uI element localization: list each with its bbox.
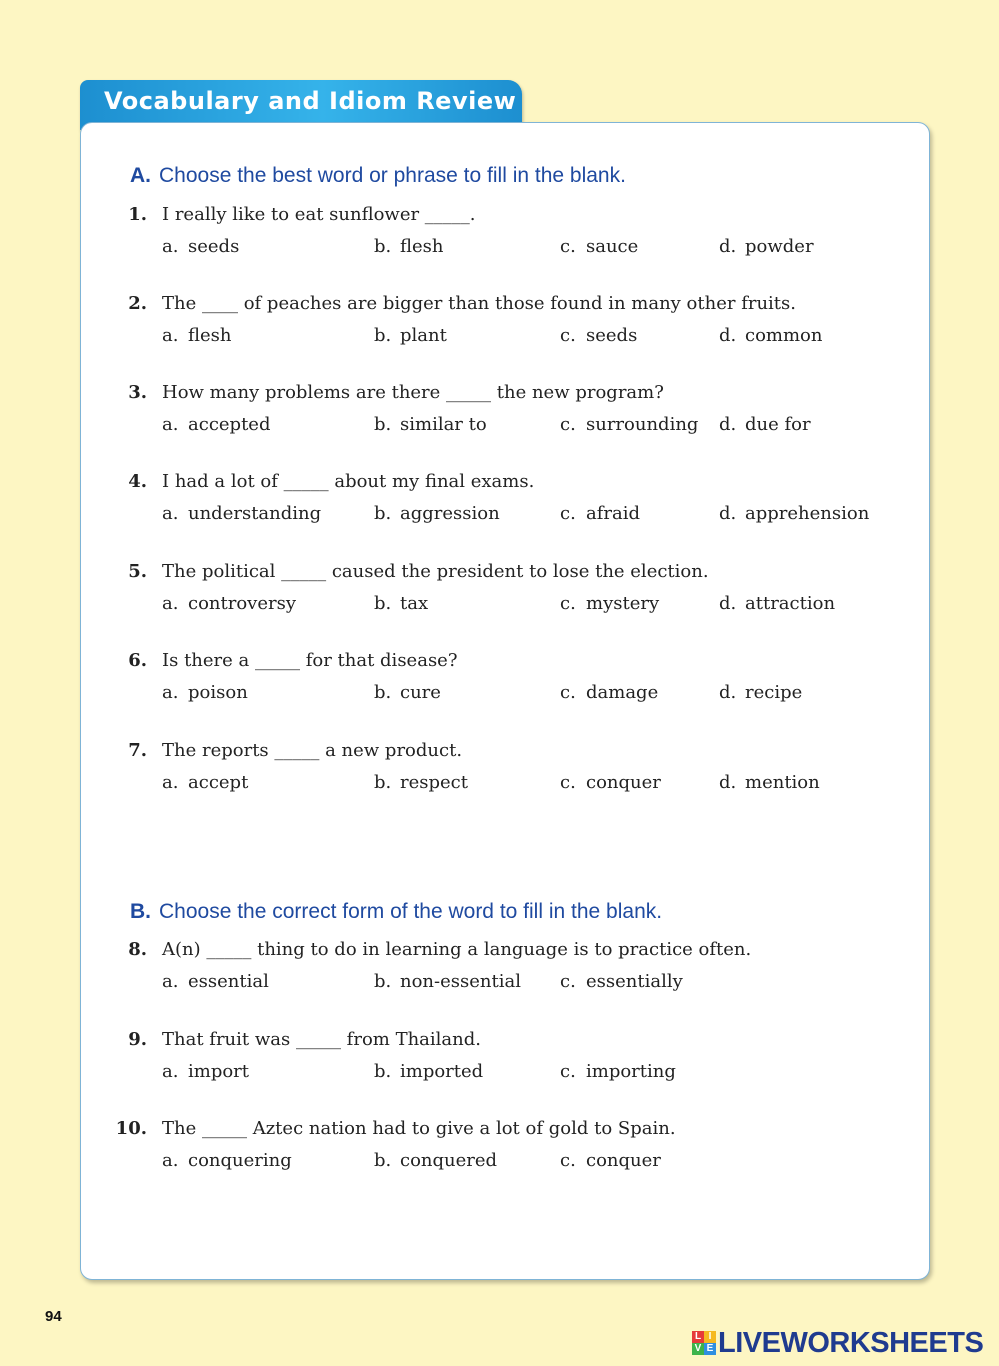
- question-item: [0, 740, 999, 800]
- answer-option[interactable]: [719, 503, 869, 524]
- option-letter: c.: [560, 325, 576, 346]
- answer-option[interactable]: [560, 682, 658, 703]
- option-letter: a.: [162, 503, 179, 524]
- option-letter: b.: [374, 1061, 392, 1082]
- question-text: I really like to eat sunflower _____.: [162, 204, 476, 225]
- answer-option[interactable]: [162, 772, 248, 793]
- question-number: 9.: [128, 1029, 147, 1050]
- option-text: afraid: [586, 503, 641, 524]
- option-text: non-essential: [400, 971, 521, 992]
- option-text: seeds: [188, 236, 240, 257]
- answer-option[interactable]: [560, 593, 659, 614]
- option-text: seeds: [586, 325, 638, 346]
- option-letter: b.: [374, 593, 392, 614]
- option-text: recipe: [745, 682, 803, 703]
- logo-letter: L: [692, 1331, 704, 1343]
- liveworksheets-logo: [692, 1326, 983, 1360]
- option-letter: d.: [719, 503, 737, 524]
- question-item: [0, 471, 999, 531]
- option-letter: c.: [560, 772, 576, 793]
- answer-option[interactable]: [374, 503, 500, 524]
- answer-option[interactable]: [162, 682, 248, 703]
- option-letter: a.: [162, 1061, 179, 1082]
- option-text: plant: [400, 325, 447, 346]
- option-text: importing: [586, 1061, 676, 1082]
- option-text: powder: [745, 236, 814, 257]
- answer-option[interactable]: [374, 772, 468, 793]
- section-b-instruction: Choose the correct form of the word to fill in the blank.: [159, 900, 663, 923]
- answer-option[interactable]: [560, 772, 661, 793]
- option-letter: c.: [560, 971, 576, 992]
- option-text: conquered: [400, 1150, 498, 1171]
- question-number: 3.: [128, 382, 147, 403]
- option-text: understanding: [188, 503, 322, 524]
- option-text: imported: [400, 1061, 484, 1082]
- option-text: mystery: [586, 593, 660, 614]
- option-letter: c.: [560, 503, 576, 524]
- answer-option[interactable]: [719, 593, 835, 614]
- answer-option[interactable]: [162, 325, 232, 346]
- question-number: 10.: [115, 1118, 147, 1139]
- answer-option[interactable]: [560, 971, 683, 992]
- question-number: 6.: [128, 650, 147, 671]
- answer-option[interactable]: [719, 682, 802, 703]
- answer-option[interactable]: [162, 1061, 249, 1082]
- option-text: import: [188, 1061, 250, 1082]
- option-letter: b.: [374, 236, 392, 257]
- option-letter: b.: [374, 503, 392, 524]
- option-text: accepted: [188, 414, 271, 435]
- option-letter: d.: [719, 325, 737, 346]
- section-b-heading: [130, 900, 662, 924]
- answer-option[interactable]: [719, 414, 811, 435]
- page-title: Vocabulary and Idiom Review: [104, 87, 517, 115]
- option-letter: a.: [162, 772, 179, 793]
- option-text: essentially: [586, 971, 683, 992]
- section-a-heading: [130, 164, 626, 188]
- option-text: due for: [745, 414, 811, 435]
- option-text: accept: [188, 772, 249, 793]
- answer-option[interactable]: [560, 1150, 661, 1171]
- question-text: I had a lot of _____ about my final exams.: [162, 471, 535, 492]
- option-letter: b.: [374, 772, 392, 793]
- answer-option[interactable]: [560, 503, 640, 524]
- option-letter: c.: [560, 593, 576, 614]
- answer-option[interactable]: [560, 325, 637, 346]
- option-letter: a.: [162, 593, 179, 614]
- answer-option[interactable]: [162, 1150, 292, 1171]
- option-text: tax: [400, 593, 429, 614]
- option-text: conquer: [586, 772, 661, 793]
- option-text: respect: [400, 772, 468, 793]
- option-text: attraction: [745, 593, 836, 614]
- answer-option[interactable]: [162, 593, 296, 614]
- option-letter: d.: [719, 236, 737, 257]
- answer-option[interactable]: [374, 325, 447, 346]
- answer-option[interactable]: [719, 325, 822, 346]
- option-text: flesh: [400, 236, 444, 257]
- question-item: [0, 939, 999, 999]
- answer-option[interactable]: [560, 414, 698, 435]
- section-a-letter: A.: [130, 164, 151, 187]
- question-item: [0, 561, 999, 621]
- question-item: [0, 650, 999, 710]
- option-letter: a.: [162, 414, 179, 435]
- option-text: common: [745, 325, 823, 346]
- option-text: damage: [586, 682, 659, 703]
- option-letter: c.: [560, 1150, 576, 1171]
- question-text: How many problems are there _____ the new program?: [162, 382, 664, 403]
- question-number: 7.: [128, 740, 147, 761]
- option-letter: a.: [162, 1150, 179, 1171]
- option-letter: b.: [374, 414, 392, 435]
- answer-option[interactable]: [719, 236, 814, 257]
- answer-option[interactable]: [374, 593, 428, 614]
- option-letter: c.: [560, 414, 576, 435]
- option-text: flesh: [188, 325, 232, 346]
- answer-option[interactable]: [162, 971, 269, 992]
- option-letter: b.: [374, 1150, 392, 1171]
- option-text: conquering: [188, 1150, 292, 1171]
- option-text: controversy: [188, 593, 297, 614]
- section-a-instruction: Choose the best word or phrase to fill in the blank.: [159, 164, 626, 187]
- answer-option[interactable]: [560, 1061, 676, 1082]
- question-text: The political _____ caused the president to lose the election.: [162, 561, 709, 582]
- option-text: aggression: [400, 503, 500, 524]
- answer-option[interactable]: [162, 236, 239, 257]
- option-letter: d.: [719, 593, 737, 614]
- question-item: [0, 1029, 999, 1089]
- option-letter: d.: [719, 682, 737, 703]
- question-number: 4.: [128, 471, 147, 492]
- answer-option[interactable]: [162, 503, 321, 524]
- option-text: cure: [400, 682, 441, 703]
- logo-letter: V: [692, 1343, 704, 1355]
- option-text: mention: [745, 772, 820, 793]
- section-b-letter: B.: [130, 900, 151, 923]
- logo-letter: I: [704, 1331, 716, 1343]
- question-text: A(n) _____ thing to do in learning a language is to practice often.: [162, 939, 752, 960]
- answer-option[interactable]: [374, 1061, 483, 1082]
- question-number: 8.: [128, 939, 147, 960]
- option-letter: a.: [162, 236, 179, 257]
- answer-option[interactable]: [719, 772, 820, 793]
- option-text: essential: [188, 971, 269, 992]
- option-letter: b.: [374, 325, 392, 346]
- question-text: The ____ of peaches are bigger than those found in many other fruits.: [162, 293, 796, 314]
- question-number: 5.: [128, 561, 147, 582]
- logo-text: LIVEWORKSHEETS: [718, 1326, 984, 1359]
- question-text: That fruit was _____ from Thailand.: [162, 1029, 481, 1050]
- option-letter: a.: [162, 682, 179, 703]
- option-letter: b.: [374, 682, 392, 703]
- answer-option[interactable]: [374, 682, 441, 703]
- answer-option[interactable]: [374, 971, 521, 992]
- question-item: [0, 293, 999, 353]
- option-letter: d.: [719, 772, 737, 793]
- answer-option[interactable]: [162, 414, 270, 435]
- answer-option[interactable]: [374, 414, 487, 435]
- question-item: [0, 1118, 999, 1178]
- option-letter: c.: [560, 682, 576, 703]
- option-letter: c.: [560, 1061, 576, 1082]
- question-number: 2.: [128, 293, 147, 314]
- option-letter: b.: [374, 971, 392, 992]
- option-text: conquer: [586, 1150, 661, 1171]
- option-text: sauce: [586, 236, 639, 257]
- answer-option[interactable]: [374, 1150, 497, 1171]
- logo-mark-icon: [692, 1331, 716, 1355]
- question-text: The reports _____ a new product.: [162, 740, 463, 761]
- question-item: [0, 204, 999, 264]
- option-letter: a.: [162, 971, 179, 992]
- option-text: apprehension: [745, 503, 870, 524]
- option-text: poison: [188, 682, 248, 703]
- option-text: similar to: [400, 414, 487, 435]
- logo-letter: E: [704, 1343, 716, 1355]
- option-letter: a.: [162, 325, 179, 346]
- question-text: The _____ Aztec nation had to give a lot of gold to Spain.: [162, 1118, 676, 1139]
- question-item: [0, 382, 999, 442]
- option-text: surrounding: [586, 414, 699, 435]
- option-letter: c.: [560, 236, 576, 257]
- answer-option[interactable]: [374, 236, 444, 257]
- question-number: 1.: [128, 204, 147, 225]
- page-number: 94: [45, 1308, 62, 1325]
- option-letter: d.: [719, 414, 737, 435]
- answer-option[interactable]: [560, 236, 638, 257]
- question-text: Is there a _____ for that disease?: [162, 650, 458, 671]
